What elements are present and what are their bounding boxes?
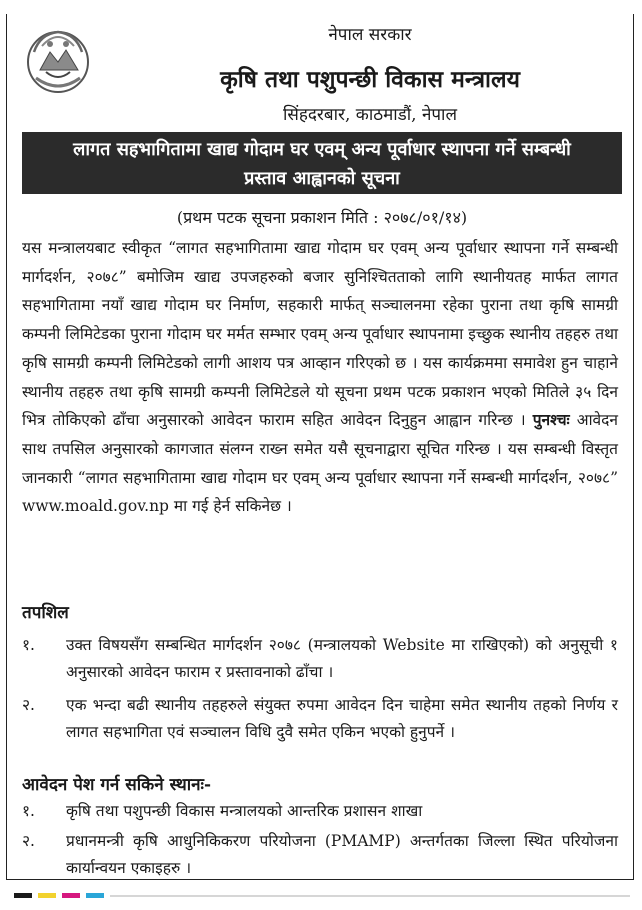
tapsil-list xyxy=(22,632,618,752)
print-mark-magenta xyxy=(62,893,80,898)
notice-title-line-1: लागत सहभागितामा खाद्य गोदाम घर एवम् अन्य पूर्वाधार स्थापना गर्ने सम्बन्धी xyxy=(73,139,571,160)
ministry-address: सिंहदरबार, काठमाडौं, नेपाल xyxy=(282,105,457,125)
publication-date: (प्रथम पटक सूचना प्रकाशन मिति : २०७८/०१/१४) xyxy=(176,208,468,227)
tapsil-heading: तपशिल xyxy=(22,603,69,623)
submission-item xyxy=(22,798,618,825)
submission-item-number: १. xyxy=(22,802,35,820)
nepal-government-emblem-icon xyxy=(22,24,94,96)
notice-body xyxy=(22,234,618,521)
ministry-name: कृषि तथा पशुपन्छी विकास मन्त्रालय xyxy=(220,66,520,93)
notice-body-part-2: आवेदन साथ तपसिल अनुसारको कागजात संलग्न राख्न समेत यसै सूचनाद्वारा सूचित गरिन्छ । यस सम्बन्धी विस्तृत जानकारी “लागत सहभागितामा खाद्य गोदाम घर एवम् अन्य पूर्वाधार स्थापना गर्ने सम्बन्धी मार्गदर्शन, २०७८” www.moald.gov.np मा गई हेर्न सकिनेछ । xyxy=(22,411,619,516)
submission-item-text: प्रधानमन्त्री कृषि आधुनिकिकरण परियोजना (PMAMP) अन्तर्गतका जिल्ला स्थित परियोजना कार्यान्वयन एकाइहरु । xyxy=(66,832,618,877)
notice-title xyxy=(22,132,622,194)
print-mark-cyan xyxy=(86,893,104,898)
submission-item-number: २. xyxy=(22,832,35,850)
tapsil-item-text: एक भन्दा बढी स्थानीय तहहरुले संयुक्त रुपमा आवेदन दिन चाहेमा समेत स्थानीय तहको निर्णय र लागत सहभागिता एवं सञ्चालन विधि दुवै समेत एकिन भएको हुनुपर्ने । xyxy=(66,696,618,741)
print-mark-yellow xyxy=(38,893,56,898)
submission-heading: आवेदन पेश गर्न सकिने स्थानः- xyxy=(22,775,212,795)
notice-body-part-1: यस मन्त्रालयबाट स्वीकृत “लागत सहभागितामा खाद्य गोदाम घर एवम् अन्य पूर्वाधार स्थापना गर्ने सम्बन्धी मार्गदर्शन, २०७८” बमोजिम खाद्य उपजहरुको बजार सुनिश्चितताको लागि स्थानीयतह मार्फत लागत सहभागितामा नयाँ खाद्य गोदाम घर निर्माण, सहकारी मार्फत् सञ्चालनमा रहेका पुराना तथा कृषि सामग्री कम्पनी लिमिटेडका पुराना गोदाम घर मर्मत सम्भार एवम् अन्य पूर्वाधार स्थापनामा इच्छुक स्थानीय तहहरु तथा कृषि सामग्री कम्पनी लिमिटेडको लागी आशय पत्र आव्हान गरिएको छ । यस कार्यक्रममा समावेश हुन चाहाने स्थानीय तहहरु तथा कृषि सामग्री कम्पनी लिमिटेडले यो सूचना प्रथम पटक प्रकाशन भएको मितिले ३५ दिन भित्र तोकिएको ढाँचा अनुसारको आवेदन फाराम सहित आवेदन दिनुहुन आह्वान गरिन्छ । xyxy=(22,239,618,430)
tapsil-item-number: १. xyxy=(22,636,35,654)
tapsil-item xyxy=(22,632,618,686)
notice-title-line-2: प्रस्ताव आह्वानको सूचना xyxy=(244,168,400,189)
government-name: नेपाल सरकार xyxy=(328,25,412,45)
print-guide-line xyxy=(110,895,630,897)
tapsil-item-number: २. xyxy=(22,696,35,714)
tapsil-item-text: उक्त विषयसँग सम्बन्धित मार्गदर्शन २०७८ (मन्त्रालयको Website मा राखिएको) को अनुसूची १ अनुसारको आवेदन फाराम र प्रस्तावनाको ढाँचा । xyxy=(66,636,618,681)
submission-list xyxy=(22,798,618,885)
notice-body-emphasis: पुनश्चः xyxy=(532,410,570,430)
submission-item xyxy=(22,828,618,882)
print-mark-black xyxy=(14,893,32,898)
tapsil-item xyxy=(22,692,618,746)
submission-item-text: कृषि तथा पशुपन्छी विकास मन्त्रालयको आन्तरिक प्रशासन शाखा xyxy=(66,802,423,820)
